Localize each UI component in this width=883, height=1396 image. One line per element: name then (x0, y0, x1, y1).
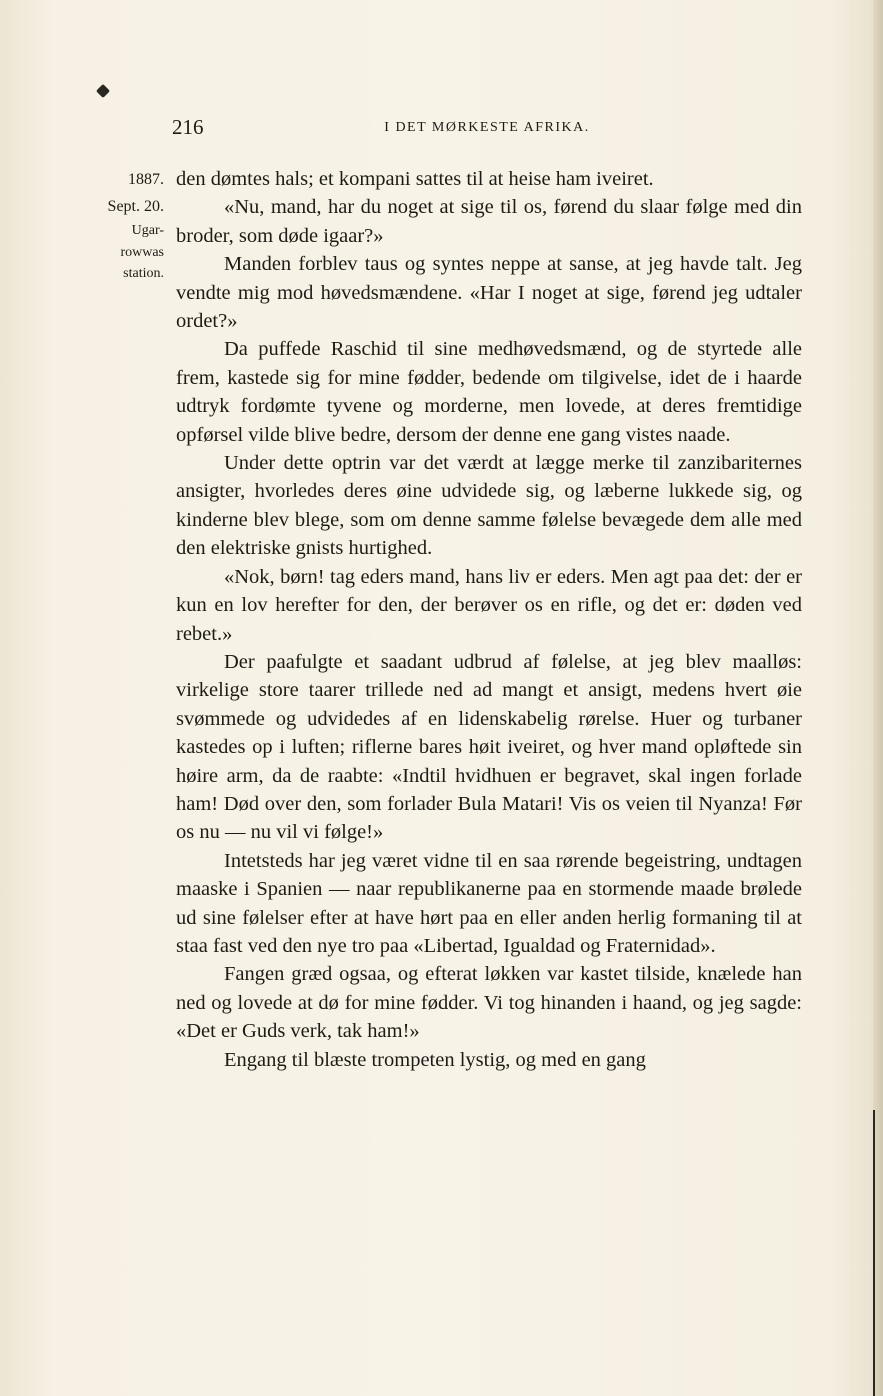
running-title: I DET MØRKESTE AFRIKA. (384, 120, 590, 135)
page-header (172, 115, 802, 143)
margin-note-place: rowwas (120, 245, 164, 260)
page-edge-line (873, 1110, 875, 1396)
margin-note-date: Sept. 20. (107, 198, 164, 215)
paragraph: Da puffede Raschid til sine medhøvedsmænd, og de styrtede alle frem, kastede sig for mine fødder, bedende om tilgivelse, idet de i haarde udtryk fordømte tyvene og morderne, men lovede, at deres fremtidige opførsel vilde blive bedre, dersom der denne ene gang vistes naade. (176, 338, 802, 446)
margin-note-place: Ugar- (131, 223, 164, 238)
paragraph: Der paafulgte et saadant udbrud af følelse, at jeg blev maalløs: virkelige store taarer trillede ned ad mangt et ansigt, medens hvert øie svømmede og udvidedes af en lidenskabelig rørelse. Huer og turbaner kastedes op i luften; riflerne bares høit iveiret, og hver mand opløftede sin høire arm, da de raabte: «Indtil hvidhuen er begravet, skal ingen forlade ham! Død over den, som forlader Bula Matari! Vis os veien til Nyanza! Før os nu — nu vil vi følge!» (176, 650, 802, 844)
page-number: 216 (172, 115, 204, 139)
margin-note-place: station. (123, 266, 164, 281)
paragraph: «Nu, mand, har du noget at sige til os, førend du slaar følge med din broder, som døde igaar?» (176, 196, 802, 247)
body-text (176, 165, 802, 1074)
margin-note-year: 1887. (128, 171, 164, 188)
paragraph: «Nok, børn! tag eders mand, hans liv er eders. Men agt paa det: der er kun en lov herefter for den, der berøver os en rifle, og det er: døden ved rebet.» (176, 565, 802, 645)
paragraph: Intetsteds har jeg været vidne til en saa rørende begeistring, undtagen maaske i Spanien — naar republikanerne paa en stormende maade brølede ud sine følelser efter at have hørt paa en eller anden herlig formaning til at staa fast ved den nye tro paa «Libertad, Igualdad og Fraternidad». (176, 849, 802, 957)
paragraph: Under dette optrin var det værdt at lægge merke til zanzibariternes ansigter, hvorledes deres øine udvidede sig, og læberne lukkede sig, og kinderne blev blege, som om denne samme følelse bevægede dem alle med den elektriske gnists hurtighed. (176, 452, 802, 560)
paragraph: Engang til blæste trompeten lystig, og med en gang (224, 1048, 646, 1071)
paragraph: den dømtes hals; et kompani sattes til at heise ham iveiret. (176, 168, 654, 190)
paragraph: Manden forblev taus og syntes neppe at sanse, at jeg havde talt. Jeg vendte mig mod høvedsmændene. «Har I noget at sige, førend jeg udtaler ordet?» (176, 253, 802, 333)
paragraph: Fangen græd ogsaa, og efterat løkken var kastet tilside, knælede han ned og lovede at dø for mine fødder. Vi tog hinanden i haand, og jeg sagde: «Det er Guds verk, tak ham!» (176, 963, 802, 1043)
